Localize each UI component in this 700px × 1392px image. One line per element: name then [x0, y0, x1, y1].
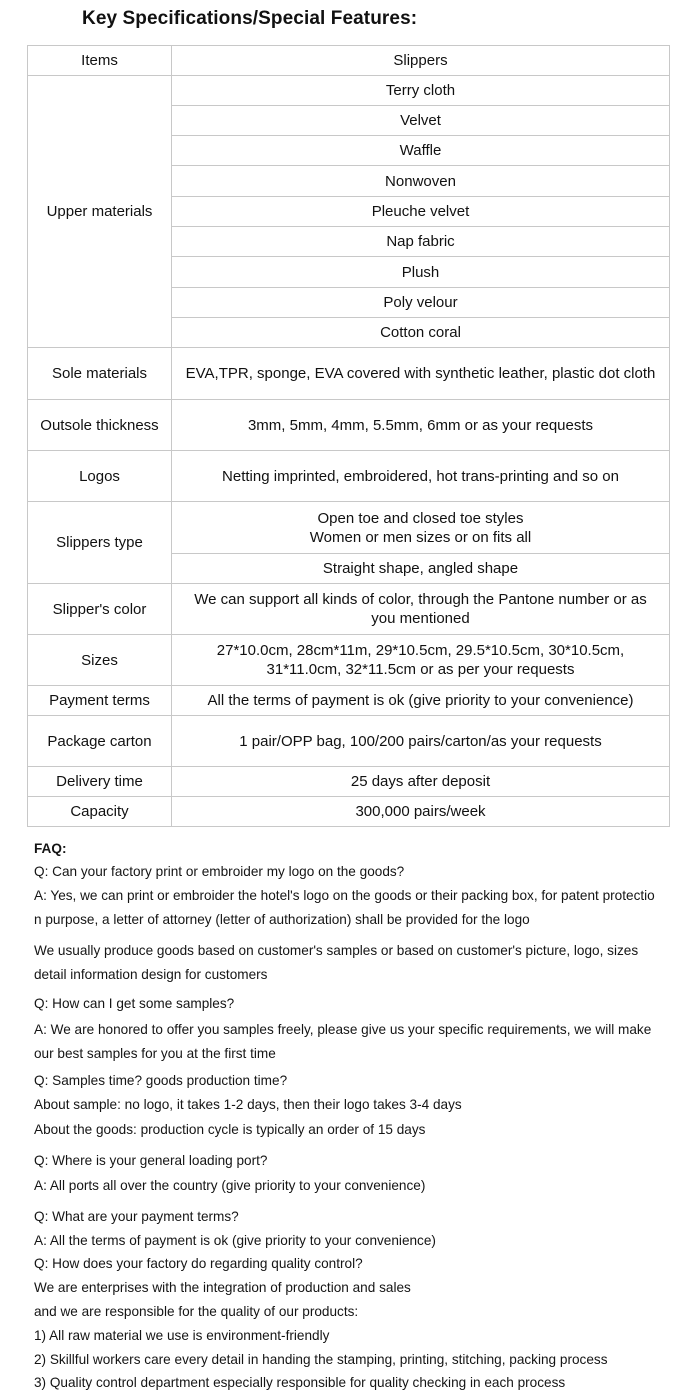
- faq-line: A: All ports all over the country (give priority to your convenience): [34, 1178, 426, 1193]
- faq-line: A: Yes, we can print or embroider the hotel's logo on the goods or their packing box, for patent protectio: [34, 888, 655, 903]
- upper-material-cell: Waffle: [172, 136, 670, 166]
- page-title: Key Specifications/Special Features:: [82, 8, 418, 29]
- payment-label: Payment terms: [28, 686, 172, 716]
- logos-label: Logos: [28, 451, 172, 502]
- faq-line: About the goods: production cycle is typically an order of 15 days: [34, 1122, 426, 1137]
- faq-line: Q: How does your factory do regarding quality control?: [34, 1256, 363, 1271]
- table-row: [28, 46, 670, 76]
- faq-line: Q: How can I get some samples?: [34, 996, 235, 1011]
- thickness-value: 3mm, 5mm, 4mm, 5.5mm, 6mm or as your requests: [172, 400, 670, 451]
- spec-table: [27, 45, 670, 827]
- capacity-value: 300,000 pairs/week: [172, 797, 670, 827]
- upper-materials-label: Upper materials: [28, 76, 172, 348]
- faq-line: and we are responsible for the quality of our products:: [34, 1304, 359, 1319]
- package-value: 1 pair/OPP bag, 100/200 pairs/carton/as your requests: [172, 716, 670, 767]
- slippers-type-value: [172, 502, 670, 554]
- table-row: [28, 348, 670, 400]
- faq-line: n purpose, a letter of attorney (letter of authorization) shall be provided for the logo: [34, 912, 530, 927]
- faq-line: Q: Samples time? goods production time?: [34, 1073, 288, 1088]
- sizes-value: [172, 635, 670, 686]
- sizes-line: 31*11.0cm, 32*11.5cm or as per your requests: [266, 661, 575, 678]
- faq-line: 3) Quality control department especially responsible for quality checking in each process: [34, 1375, 566, 1390]
- table-row: [28, 797, 670, 827]
- color-value: [172, 584, 670, 635]
- faq-line: Q: What are your payment terms?: [34, 1209, 239, 1224]
- logos-value: Netting imprinted, embroidered, hot trans-printing and so on: [172, 451, 670, 502]
- delivery-label: Delivery time: [28, 767, 172, 797]
- faq-line: 1) All raw material we use is environment-friendly: [34, 1328, 330, 1343]
- delivery-value: 25 days after deposit: [172, 767, 670, 797]
- upper-material-cell: Plush: [172, 257, 670, 288]
- header-items: Items: [28, 46, 172, 76]
- sizes-line: 27*10.0cm, 28cm*11m, 29*10.5cm, 29.5*10.5cm, 30*10.5cm,: [216, 642, 625, 659]
- header-product: Slippers: [172, 46, 670, 76]
- thickness-label: Outsole thickness: [28, 400, 172, 451]
- payment-value: All the terms of payment is ok (give priority to your convenience): [172, 686, 670, 716]
- upper-material-cell: Poly velour: [172, 288, 670, 318]
- faq-line: We usually produce goods based on customer's samples or based on customer's picture, logo, sizes: [34, 943, 639, 958]
- faq-line: We are enterprises with the integration of production and sales: [34, 1280, 411, 1295]
- sole-label: Sole materials: [28, 348, 172, 400]
- table-row: [28, 635, 670, 686]
- slippers-shape-value: Straight shape, angled shape: [172, 554, 670, 584]
- upper-material-cell: Nap fabric: [172, 227, 670, 257]
- faq-line: A: We are honored to offer you samples freely, please give us your specific requirements, we will make: [34, 1022, 652, 1037]
- upper-material-cell: Terry cloth: [172, 76, 670, 106]
- sizes-label: Sizes: [28, 635, 172, 686]
- faq-line: detail information design for customers: [34, 967, 268, 982]
- faq-line: our best samples for you at the first time: [34, 1046, 276, 1061]
- table-row: [28, 716, 670, 767]
- color-line: We can support all kinds of color, through the Pantone number or as: [194, 591, 647, 608]
- table-row: [28, 584, 670, 635]
- slippers-type-line: Open toe and closed toe styles: [317, 509, 524, 527]
- faq-line: A: All the terms of payment is ok (give priority to your convenience): [34, 1233, 436, 1248]
- sole-value: EVA,TPR, sponge, EVA covered with synthetic leather, plastic dot cloth: [172, 348, 670, 400]
- faq-line: Q: Where is your general loading port?: [34, 1153, 268, 1168]
- slippers-type-line: Women or men sizes or on fits all: [309, 528, 532, 546]
- faq-line: Q: Can your factory print or embroider my logo on the goods?: [34, 864, 405, 879]
- faq-line: 2) Skillful workers care every detail in handing the stamping, printing, stitching, packing process: [34, 1352, 608, 1367]
- upper-material-cell: Velvet: [172, 106, 670, 136]
- upper-material-cell: Pleuche velvet: [172, 197, 670, 227]
- color-label: Slipper's color: [28, 584, 172, 635]
- upper-material-cell: Nonwoven: [172, 166, 670, 197]
- upper-material-cell: Cotton coral: [172, 318, 670, 348]
- table-row: [28, 400, 670, 451]
- faq-line: About sample: no logo, it takes 1-2 days, then their logo takes 3-4 days: [34, 1097, 462, 1112]
- capacity-label: Capacity: [28, 797, 172, 827]
- table-row: [28, 686, 670, 716]
- package-label: Package carton: [28, 716, 172, 767]
- table-row: [28, 767, 670, 797]
- color-line: you mentioned: [371, 610, 470, 627]
- faq-heading: FAQ:: [34, 841, 67, 856]
- table-row: [28, 451, 670, 502]
- slippers-type-label: Slippers type: [28, 502, 172, 584]
- table-row: [28, 502, 670, 554]
- table-row: [28, 76, 670, 106]
